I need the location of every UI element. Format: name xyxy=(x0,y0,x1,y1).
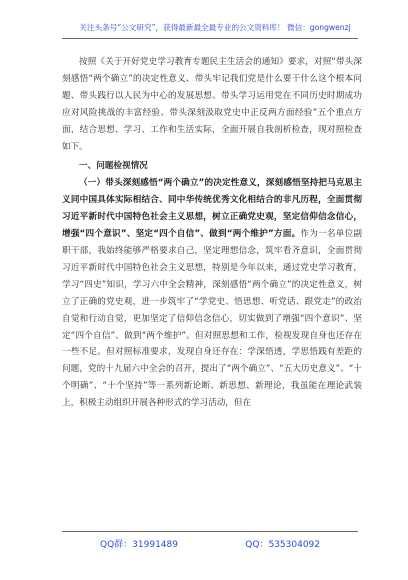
section-heading: 一、问题检视情况 xyxy=(79,161,148,172)
intro-paragraph: 按照《关于开好党史学习教育专题民主生活会的通知》要求，对照“带头深刻感悟“两个确立”的决定性意义、带头牢记我们党是什么要干什么这个根本问题、带头践行以人民为中心的发展思想、带头学习运用党在不同历史时期成功应对风险挑战的丰富经验、带头深刻汲取党史中正反两方面经验”五个重点方面，结合思想、学习、工作和生活实际，全面开展自我剖析检查，现对照检查如下。 xyxy=(62,57,362,152)
footer xyxy=(100,537,320,550)
subsection-lead: （一）带头深刻感悟“两个确立”的决定性意义，深刻感悟坚持把马克思主义同中国具体实际相结合、同中华传统优秀文化相结合的非凡历程，全面贯彻习近平新时代中国特色社会主义思想，树立正确党史观，坚定信仰信念信心，增强“四个意识”、坚定“四个自信”、做到“两个维护”方面。 xyxy=(62,178,362,240)
document-body xyxy=(62,54,362,412)
subsection-paragraph xyxy=(62,175,362,412)
subsection-body: 作为一名单位副职干部，我始终能够严格要求自己，坚定理想信念，筑牢看齐意识，全面贯彻习近平新时代中国特色社会主义思想，特别是今年以来，通过党史学习教育，学习“四史”知识，学习六中全会精神，深刻感悟“两个确立”的决定性意义，树立了正确的党史观，进一步筑牢了“学党史、悟思想、听党话、跟党走”的政治自觉和行动自觉，更加坚定了信仰信念信心，切实做到了增强“四个意识”、坚定“四个自信”、做到“两个维护”。但对照思想和工作，检视发现自身也还存在一些不足。但对照标准要求，发现自身还存在：学深悟透，学思悟践有差距的问题，党的十九届六中全会的召开，提出了“两个确立”、“五大历史意义”、“十个明确”、“十个坚持”等一系列新论断、新思想、新理论，我虽能在理论武装上，积极主动组织开展各种形式的学习活动，但在 xyxy=(62,229,362,409)
header-divider xyxy=(62,38,358,39)
footer-qq: QQ：535304092 xyxy=(245,540,320,550)
footer-divider xyxy=(62,531,358,532)
footer-qq-group: QQ群：31991489 xyxy=(100,540,178,550)
header-banner-text: 关注头条号“公文研究”，获得最新最全最专业的公文资料库！ 微信：gongwenzj xyxy=(79,23,351,32)
